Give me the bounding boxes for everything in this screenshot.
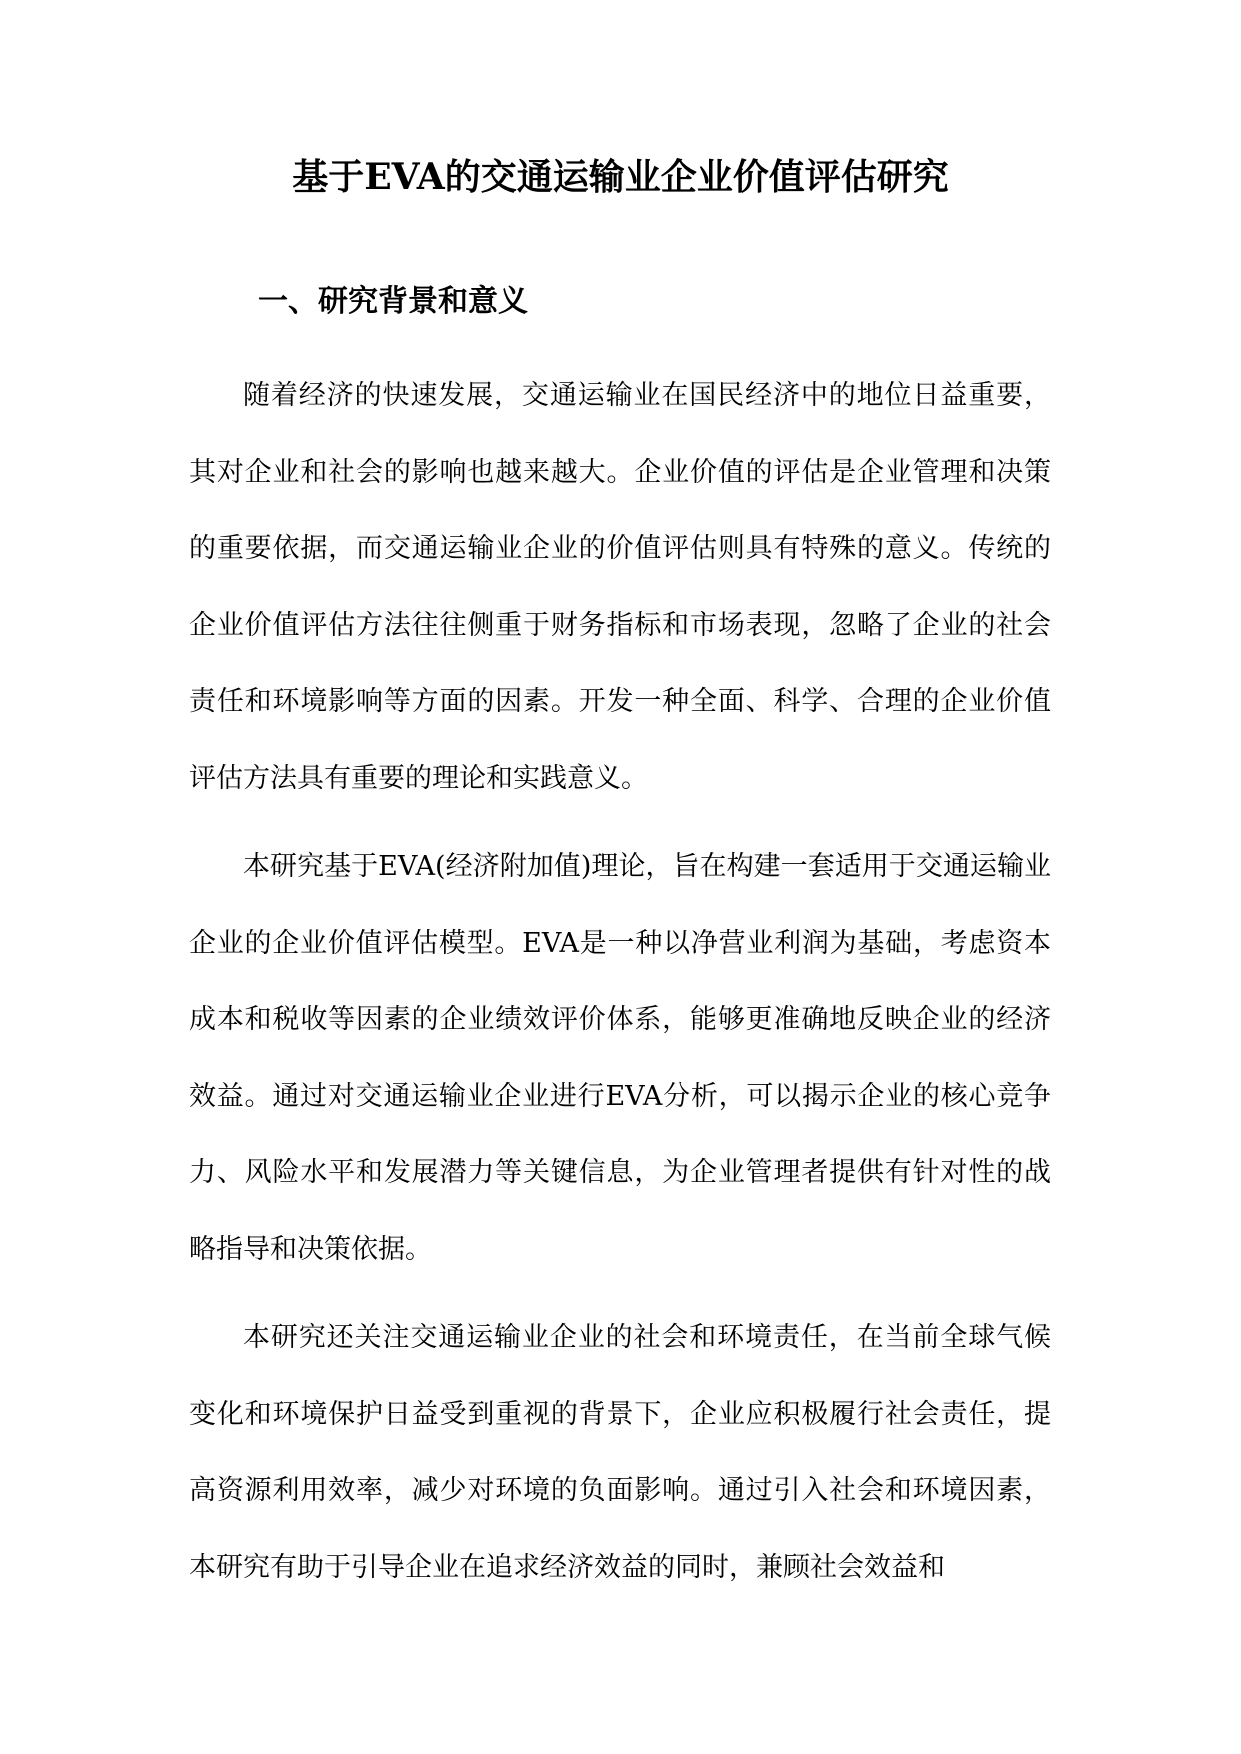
document-title: 基于EVA的交通运输业企业价值评估研究 <box>292 156 949 198</box>
body-text <box>189 358 1051 1618</box>
paragraph: 本研究还关注交通运输业企业的社会和环境责任，在当前全球气候变化和环境保护日益受到重视的背景下，企业应积极履行社会责任，提高资源利用效率，减少对环境的负面影响。通过引入社会和环境因素，本研究有助于引导企业在追求经济效益的同时，兼顾社会效益和 <box>189 1322 1051 1583</box>
paragraph: 随着经济的快速发展，交通运输业在国民经济中的地位日益重要，其对企业和社会的影响也越来越大。企业价值的评估是企业管理和决策的重要依据，而交通运输业企业的价值评估则具有特殊的意义。传统的企业价值评估方法往往侧重于财务指标和市场表现，忽略了企业的社会责任和环境影响等方面的因素。开发一种全面、科学、合理的企业价值评估方法具有重要的理论和实践意义。 <box>189 380 1051 794</box>
section-heading: 一、研究背景和意义 <box>258 284 528 319</box>
paragraph: 本研究基于EVA(经济附加值)理论，旨在构建一套适用于交通运输业企业的企业价值评估模型。EVA是一种以净营业利润为基础，考虑资本成本和税收等因素的企业绩效评价体系，能够更准确地反映企业的经济效益。通过对交通运输业企业进行EVA分析，可以揭示企业的核心竞争力、风险水平和发展潜力等关键信息，为企业管理者提供有针对性的战略指导和决策依据。 <box>189 851 1051 1265</box>
